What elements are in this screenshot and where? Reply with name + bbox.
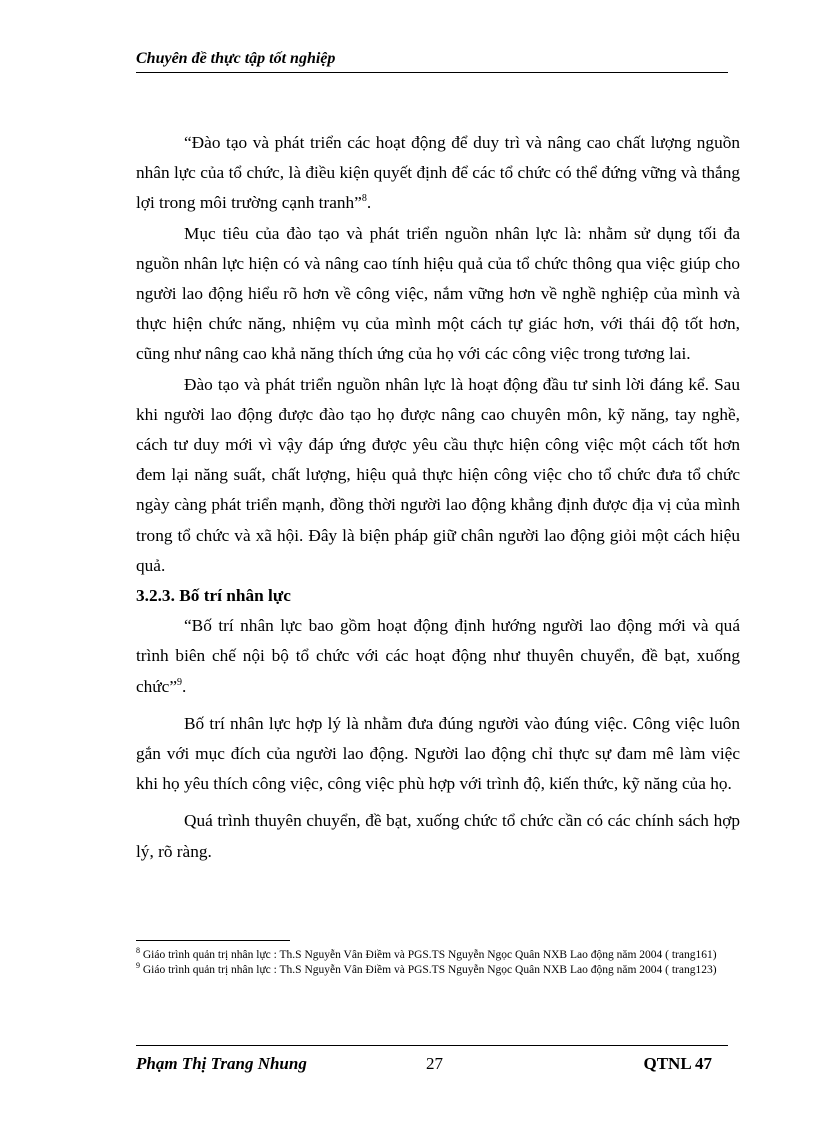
paragraph-6: Quá trình thuyên chuyển, đề bạt, xuống chức tổ chức cần có các chính sách hợp lý, rõ ràng. xyxy=(136,811,740,861)
paragraph-4-end: . xyxy=(182,676,187,696)
paragraph-4-text: “Bố trí nhân lực bao gồm hoạt động định hướng người lao động mới và quá trình biên chế nội bộ tổ chức với các hoạt động như thuyên chuyển, đề bạt, xuống chức” xyxy=(136,616,740,696)
document-body xyxy=(136,128,740,867)
footer-author: Phạm Thị Trang Nhung xyxy=(136,1054,307,1073)
footnote-9-text: Giáo trình quản trị nhân lực : Th.S Nguyễn Vân Điềm và PGS.TS Nguyễn Ngọc Quân NXB Lao động năm 2004 ( trang123) xyxy=(140,964,717,976)
paragraph-4 xyxy=(136,611,740,702)
footnote-ref-9[interactable]: 9 xyxy=(177,676,183,688)
footer-course: QTNL 47 xyxy=(643,1054,712,1073)
paragraph-2: Mục tiêu của đào tạo và phát triển nguồn nhân lực là: nhằm sử dụng tối đa nguồn nhân lực hiện có và nâng cao tính hiệu quả của tổ chức thông qua việc giúp cho người lao động hiểu rõ hơn về công việc, nắm vững hơn về nghề nghiệp của mình và thực hiện chức năng, nhiệm vụ của mình một cách tự giác hơn, với thái độ tốt hơn, cũng như nâng cao khả năng thích ứng của họ với các công việc trong tương lai. xyxy=(136,223,740,364)
paragraph-5: Bố trí nhân lực hợp lý là nhằm đưa đúng người vào đúng việc. Công việc luôn gắn với mục đích của người lao động. Người lao động chỉ thực sự đam mê làm việc khi họ yêu thích công việc, công việc phù hợp với trình độ, kiến thức, kỹ năng của họ. xyxy=(136,713,740,794)
footnote-9-number: 9 xyxy=(136,961,140,971)
footer-divider xyxy=(136,1045,728,1046)
paragraph-1-end: . xyxy=(366,193,372,213)
footnote-8-number: 8 xyxy=(136,946,140,956)
footnote-8 xyxy=(136,948,732,963)
footnote-ref-8[interactable]: 8 xyxy=(361,193,367,205)
paragraph-3: Đào tạo và phát triển nguồn nhân lực là hoạt động đầu tư sinh lời đáng kể. Sau khi người lao động được đào tạo họ được nâng cao chuyên môn, kỹ năng, tay nghề, cách tư duy mới vì vậy đáp ứng được yêu cầu thực hiện công việc một cách tốt hơn đem lại năng suất, chất lượng, hiệu quả thực hiện công việc cho tổ chức đưa tổ chức ngày càng phát triển mạnh, đồng thời người lao động khẳng định được địa vị của mình trong tổ chức và xã hội. Đây là biện pháp giữ chân người lao động giỏi một cách hiệu quả. xyxy=(136,374,740,575)
page-header xyxy=(136,50,728,73)
page-number: 27 xyxy=(426,1054,443,1073)
header-title: Chuyên đề thực tập tốt nghiệp xyxy=(136,50,336,67)
paragraph-1 xyxy=(136,128,740,219)
footnote-9 xyxy=(136,963,732,978)
footnote-8-text: Giáo trình quản trị nhân lực : Th.S Nguyễn Vân Điềm và PGS.TS Nguyễn Ngọc Quân NXB Lao động năm 2004 ( trang161) xyxy=(140,949,717,961)
footnote-divider xyxy=(136,940,290,941)
paragraph-1-text: “Đào tạo và phát triển các hoạt động để duy trì và nâng cao chất lượng nguồn nhân lực của tổ chức, là điều kiện quyết định để các tổ chức có thể đứng vững và thắng lợi trong môi trường cạnh tranh” xyxy=(136,133,740,213)
section-heading: 3.2.3. Bố trí nhân lực xyxy=(136,586,291,606)
footnotes xyxy=(136,948,732,978)
